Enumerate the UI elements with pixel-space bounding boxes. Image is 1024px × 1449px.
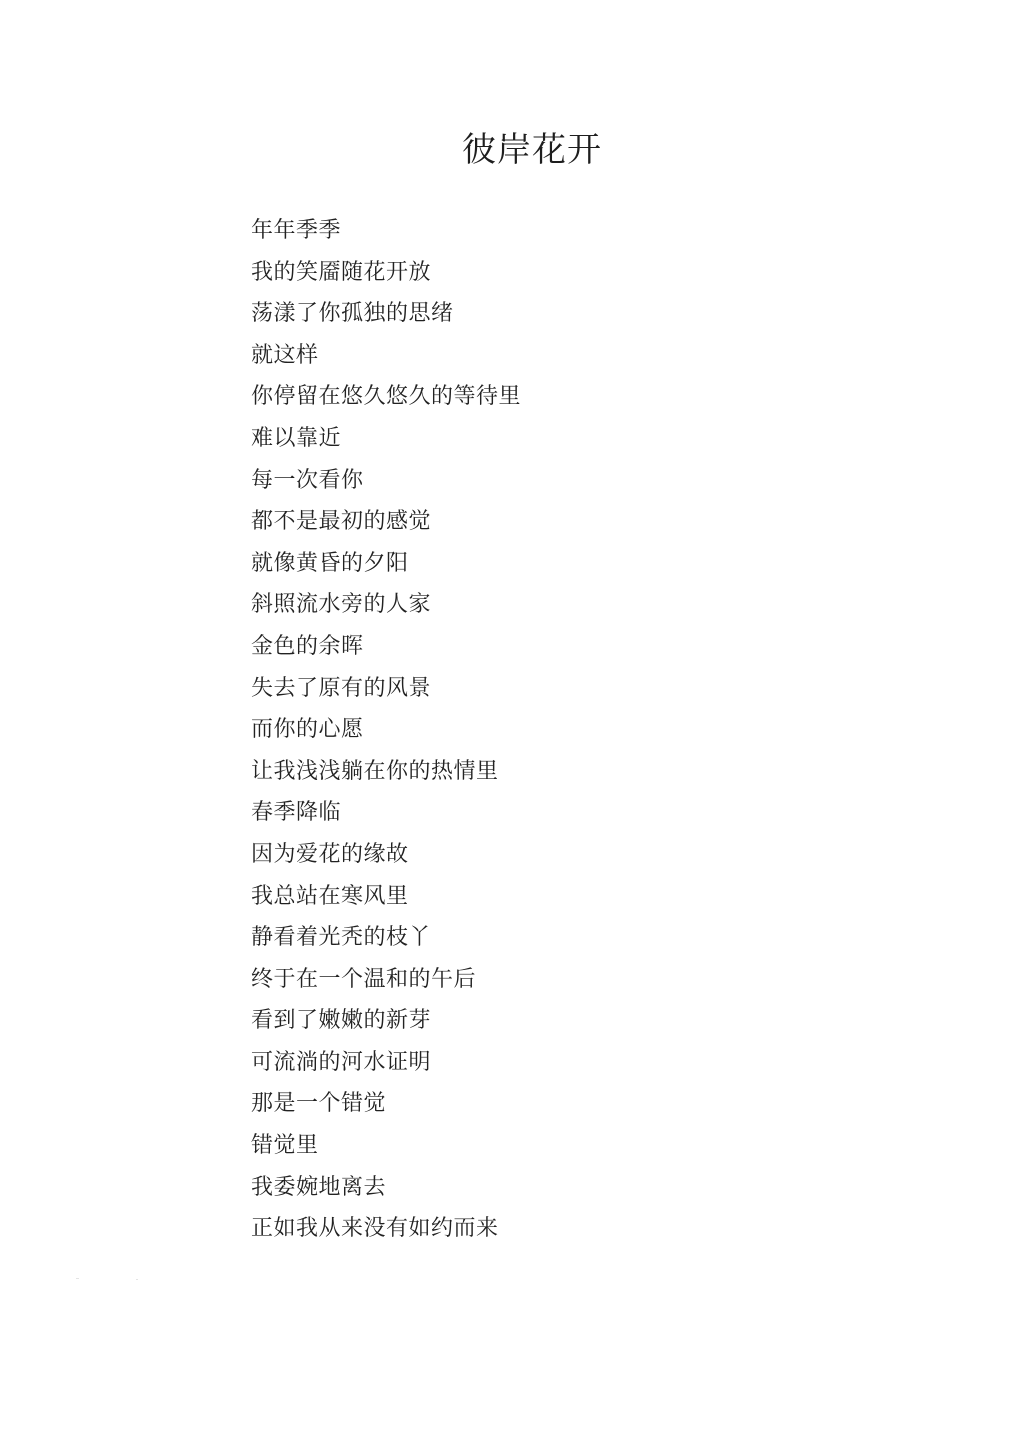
poem-line: 我的笑靥随花开放 [251,259,432,285]
poem-line: 就这样 [251,342,319,368]
poem-line: 年年季季 [251,218,342,243]
scan-speck [76,1278,79,1279]
poem-line: 就像黄昏的夕阳 [251,550,409,576]
poem-line: 终于在一个温和的午后 [251,966,477,992]
poem-line: 而你的心愿 [251,717,364,743]
poem-line: 让我浅浅躺在你的热情里 [251,758,499,784]
poem-line: 难以靠近 [251,425,342,451]
poem-line: 荡漾了你孤独的思绪 [251,301,454,327]
poem-line: 可流淌的河水证明 [251,1049,432,1075]
poem-line: 因为爱花的缘故 [251,841,409,867]
scan-speck [136,1279,138,1280]
poem-line: 正如我从来没有如约而来 [251,1216,499,1242]
poem-line: 你停留在悠久悠久的等待里 [251,384,522,410]
poem-line: 看到了嫩嫩的新芽 [251,1008,432,1034]
poem-line: 我委婉地离去 [251,1174,387,1200]
poem-title: 彼岸花开 [462,130,602,170]
poem-line: 斜照流水旁的人家 [251,592,432,618]
poem-line: 静看着光秃的枝丫 [251,925,432,951]
poem-line: 那是一个错觉 [251,1091,387,1117]
poem-line: 失去了原有的风景 [251,675,432,701]
poem-line: 金色的余晖 [251,633,364,659]
poem-line: 我总站在寒风里 [251,883,409,909]
poem-body [251,214,521,1254]
poem-line: 错觉里 [251,1133,319,1159]
poem-line: 都不是最初的感觉 [251,509,432,535]
poem-line: 春季降临 [251,800,342,826]
poem-line: 每一次看你 [251,467,364,493]
